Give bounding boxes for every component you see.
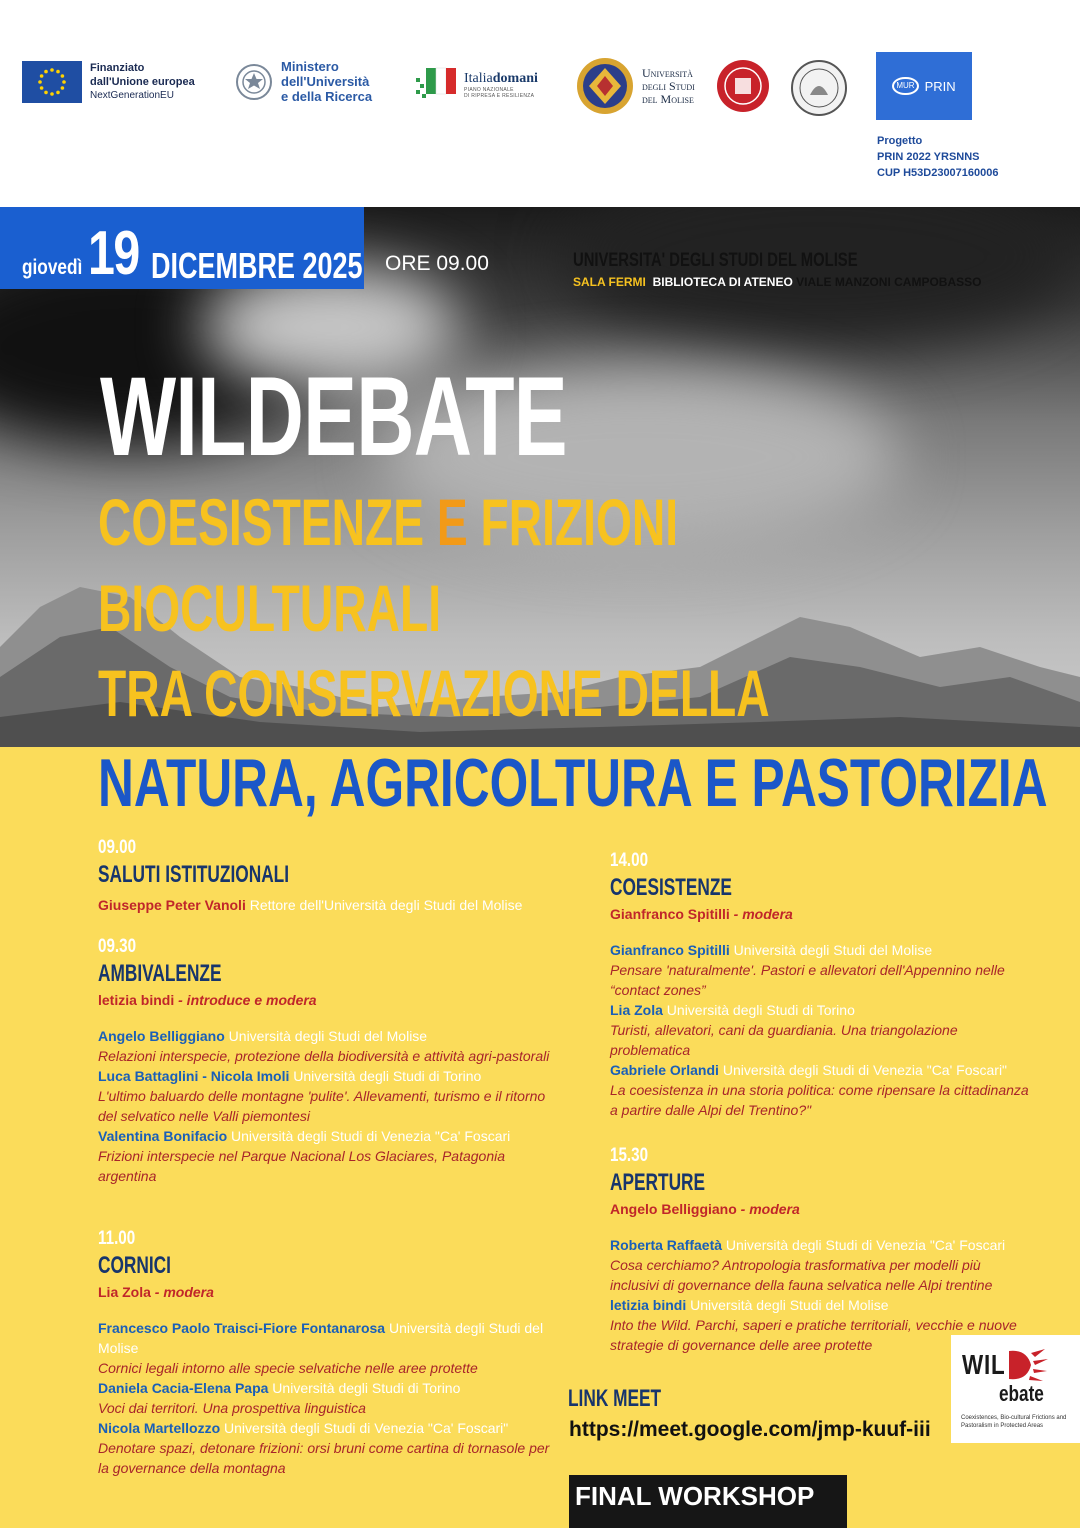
link-meet-heading: LINK MEET bbox=[568, 1385, 662, 1412]
session-ambivalenze bbox=[98, 936, 558, 1186]
talk-title: Relazioni interspecie, protezione della biodiversità e attività agri-pastorali bbox=[98, 1048, 550, 1064]
talk-title: La coesistenza in una storia politica: come ripensare la cittadinanza a partire dalle Alpi del Trentino?" bbox=[610, 1082, 1029, 1118]
speaker-affiliation: Università degli Studi di Torino bbox=[662, 1002, 855, 1018]
subtitle-line2: BIOCULTURALI bbox=[98, 571, 442, 645]
itd-sub2: DI RIPRESA E RESILIENZA bbox=[464, 93, 535, 99]
session-time: 15.30 bbox=[610, 1145, 649, 1166]
speaker-affiliation: Università degli Studi del Molise bbox=[686, 1297, 889, 1313]
session-moderator bbox=[98, 1284, 558, 1300]
wildebate-logo-main: WIL bbox=[962, 1349, 1006, 1380]
itd-sub1: PIANO NAZIONALE bbox=[464, 87, 514, 93]
prin-mur-label: MUR bbox=[892, 77, 918, 95]
session-moderator bbox=[610, 906, 1030, 922]
talk-title: Cosa cerchiamo? Antropologia trasformativa per modelli più inclusivi di governance della fauna selvatica nelle Alpi trentine bbox=[610, 1257, 993, 1293]
talk-title: Into the Wild. Parchi, saperi e pratiche territoriali, vecchie e nuove strategie di governance delle aree protette bbox=[610, 1317, 1017, 1353]
speaker-affiliation: Università degli Studi del Molise bbox=[98, 1320, 544, 1356]
speaker-entry bbox=[98, 1066, 558, 1126]
mur-line3: e della Ricerca bbox=[281, 89, 373, 104]
talk-title: L'ultimo baluardo delle montagne 'pulite'. Allevamenti, turismo e il ritorno del selvatico nelle Valli piemontesi bbox=[98, 1088, 546, 1124]
talk-title: Frizioni interspecie nel Parque Nacional Los Glaciares, Patagonia argentina bbox=[98, 1148, 505, 1184]
speaker-entry bbox=[98, 1026, 558, 1066]
speaker-name: Daniela Cacia-Elena Papa bbox=[98, 1380, 269, 1396]
speaker-name: Angelo Belliggiano bbox=[98, 1028, 225, 1044]
unimol-line1: Università bbox=[642, 65, 693, 80]
speaker-entry bbox=[98, 1126, 558, 1186]
speaker-name: Gabriele Orlandi bbox=[610, 1062, 719, 1078]
session-coesistenze bbox=[610, 850, 1030, 1120]
venue-details bbox=[573, 275, 981, 289]
subtitle-line1-a: COESISTENZE bbox=[98, 485, 437, 559]
speaker-name: Gianfranco Spitilli bbox=[610, 942, 730, 958]
venue-building: BIBLIOTECA DI ATENEO bbox=[652, 275, 793, 289]
session-title: COESISTENZE bbox=[610, 874, 732, 901]
project-info bbox=[877, 133, 999, 181]
speaker-entry bbox=[610, 1235, 1030, 1295]
speaker-affiliation: Università degli Studi di Venezia "Ca' Foscari" bbox=[220, 1420, 509, 1436]
session-title: SALUTI ISTITUZIONALI bbox=[98, 861, 290, 888]
event-title: WILDEBATE bbox=[100, 354, 567, 479]
mur-prin-logo bbox=[876, 52, 972, 120]
mur-line1: Ministero bbox=[281, 59, 339, 74]
session-aperture bbox=[610, 1145, 1030, 1355]
project-line2: PRIN 2022 YRSNNS bbox=[877, 151, 980, 163]
mur-line2: dell'Università bbox=[281, 74, 370, 89]
moderator-name: Angelo Belliggiano bbox=[610, 1201, 737, 1217]
venue-title: UNIVERSITA' DEGLI STUDI DEL MOLISE bbox=[573, 250, 858, 271]
prin-label: PRIN bbox=[924, 78, 956, 94]
speaker-name: Valentina Bonifacio bbox=[98, 1128, 228, 1144]
speaker-affiliation: Università degli Studi di Venezia "Ca' Foscari bbox=[722, 1237, 1006, 1253]
speaker-name: Francesco Paolo Traisci-Fiore Fontanarosa bbox=[98, 1320, 386, 1336]
event-day-number: 19 bbox=[88, 219, 139, 288]
unimol-line2: degli Studi bbox=[642, 78, 695, 93]
final-workshop-label: FINAL WORKSHOP bbox=[569, 1475, 847, 1528]
venue-room: SALA FERMI bbox=[573, 275, 646, 289]
unimol-logo bbox=[576, 57, 695, 115]
italia-domani-logo bbox=[414, 66, 538, 102]
moderator-name: Lia Zola bbox=[98, 1284, 151, 1300]
session-time: 11.00 bbox=[98, 1228, 136, 1249]
speaker-entry bbox=[98, 1418, 558, 1478]
moderator-role: - introduce e modera bbox=[174, 992, 317, 1008]
red-seal-icon bbox=[716, 59, 770, 113]
subtitle-line1-c: FRIZIONI bbox=[467, 485, 679, 559]
speaker-affiliation: Università degli Studi di Torino bbox=[268, 1380, 461, 1396]
session-time: 09.30 bbox=[98, 936, 137, 957]
eu-line2: dall'Unione europea bbox=[90, 76, 195, 88]
speaker-affiliation: Università degli Studi di Venezia "Ca' Foscari bbox=[227, 1128, 511, 1144]
speaker-entry bbox=[610, 1000, 1030, 1060]
speaker-entry bbox=[98, 1318, 558, 1378]
italia-domani-icon bbox=[414, 66, 458, 102]
session-moderator bbox=[98, 992, 558, 1008]
moderator-name: letizia bindi bbox=[98, 992, 175, 1008]
mur-logo bbox=[235, 59, 391, 104]
gray-seal-icon bbox=[790, 59, 848, 117]
speaker-affiliation: Università degli Studi del Molise bbox=[224, 1028, 428, 1044]
talk-title: Voci dai territori. Una prospettiva linguistica bbox=[98, 1400, 366, 1416]
speaker-name: Nicola Martellozzo bbox=[98, 1420, 221, 1436]
speaker-list bbox=[610, 940, 1030, 1120]
event-time: ORE 09.00 bbox=[385, 252, 489, 275]
speaker-list bbox=[98, 1318, 558, 1478]
talk-title: Denotare spazi, detonare frizioni: orsi bruni come cartina di tornasole per la governance della montagna bbox=[98, 1440, 550, 1476]
speaker-entry bbox=[98, 1378, 558, 1418]
speaker-name: Luca Battaglini - Nicola Imoli bbox=[98, 1068, 290, 1084]
itd-name-b: domani bbox=[492, 71, 538, 86]
subtitle-line1-b: E bbox=[436, 485, 468, 559]
itd-name-a: Italia bbox=[464, 71, 493, 86]
subtitle-line1 bbox=[98, 484, 678, 560]
session-title: CORNICI bbox=[98, 1252, 171, 1279]
moderator-role: - modera bbox=[729, 906, 793, 922]
moderator-role: - modera bbox=[150, 1284, 214, 1300]
session-time: 14.00 bbox=[610, 850, 649, 871]
speaker-entry bbox=[610, 940, 1030, 1000]
event-month-year: DICEMBRE 2025 bbox=[151, 245, 363, 286]
project-line1: Progetto bbox=[877, 135, 923, 147]
speaker-affiliation: Università degli Studi di Venezia "Ca' Foscari" bbox=[718, 1062, 1008, 1078]
eu-line3: NextGenerationEU bbox=[90, 90, 174, 101]
session-title: APERTURE bbox=[610, 1169, 706, 1196]
moderator-role: - modera bbox=[736, 1201, 800, 1217]
wildebate-logo-subtitle: Coexistences, Bio-cultural Frictions and Pastoralism in Protected Areas bbox=[961, 1415, 1067, 1429]
wildebate-logo-ebate: ebate bbox=[999, 1381, 1044, 1406]
speaker-name: Lia Zola bbox=[610, 1002, 663, 1018]
talk-title: Pensare 'naturalmente'. Pastori e allevatori dell'Appennino nelle “contact zones” bbox=[610, 962, 1005, 998]
bear-claw-icon bbox=[1005, 1347, 1049, 1383]
speaker-name: letizia bindi bbox=[610, 1297, 687, 1313]
wildebate-logo bbox=[951, 1335, 1080, 1443]
speaker-affiliation: Rettore dell'Università degli Studi del Molise bbox=[245, 897, 523, 913]
speaker-entry bbox=[98, 895, 558, 915]
talk-title: Cornici legali intorno alle specie selvatiche nelle aree protette bbox=[98, 1360, 478, 1376]
subtitle-line4: NATURA, AGRICOLTURA E PASTORIZIA bbox=[98, 745, 1048, 821]
speaker-name: Roberta Raffaetà bbox=[610, 1237, 723, 1253]
session-title: AMBIVALENZE bbox=[98, 960, 222, 987]
venue-address: VIALE MANZONI CAMPOBASSO bbox=[796, 275, 982, 289]
meet-link[interactable]: https://meet.google.com/jmp-kuuf-iii bbox=[569, 1418, 931, 1441]
project-line3: CUP H53D23007160006 bbox=[877, 167, 999, 179]
talk-title: Turisti, allevatori, cani da guardiania. Una triangolazione problematica bbox=[610, 1022, 958, 1058]
unimol-line3: del Molise bbox=[642, 91, 694, 106]
logo-header bbox=[0, 0, 1080, 207]
event-weekday: giovedì bbox=[22, 256, 83, 279]
university-seal-gray bbox=[790, 59, 848, 122]
session-cornici bbox=[98, 1228, 558, 1478]
session-saluti bbox=[98, 837, 558, 915]
speaker-name: Giuseppe Peter Vanoli bbox=[98, 897, 246, 913]
speaker-affiliation: Università degli Studi di Torino bbox=[289, 1068, 482, 1084]
eu-funding-logo bbox=[22, 61, 220, 103]
session-time: 09.00 bbox=[98, 837, 137, 858]
speaker-list bbox=[98, 1026, 558, 1186]
speaker-affiliation: Università degli Studi del Molise bbox=[729, 942, 933, 958]
speaker-entry bbox=[610, 1060, 1030, 1120]
unimol-seal-icon bbox=[576, 57, 634, 115]
session-moderator bbox=[610, 1201, 1030, 1217]
italian-emblem-icon bbox=[235, 60, 273, 104]
moderator-name: Gianfranco Spitilli bbox=[610, 906, 730, 922]
subtitle-line3: TRA CONSERVAZIONE DELLA bbox=[98, 656, 770, 730]
eu-flag-icon bbox=[22, 61, 82, 103]
university-seal-red bbox=[716, 59, 770, 118]
eu-line1: Finanziato bbox=[90, 62, 145, 74]
